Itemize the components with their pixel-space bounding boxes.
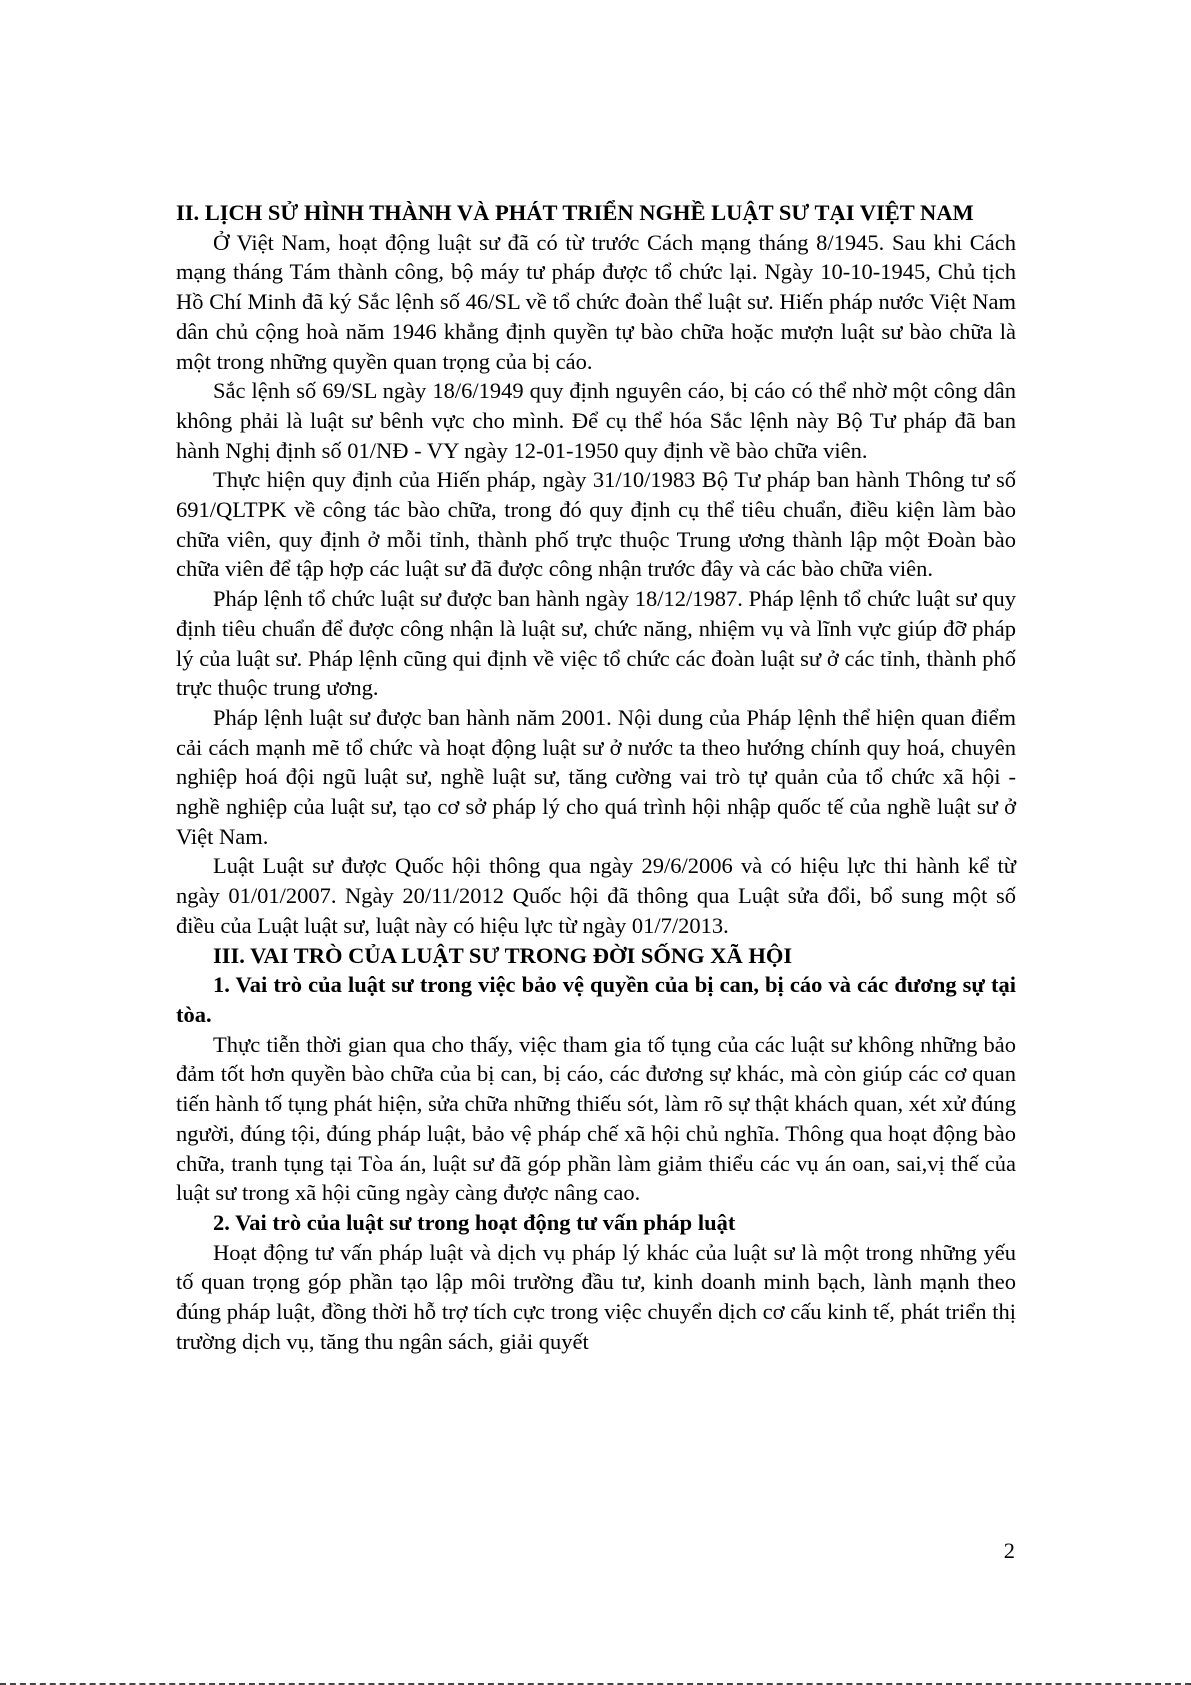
- section-2-paragraph-1: Ở Việt Nam, hoạt động luật sư đã có từ trước Cách mạng tháng 8/1945. Sau khi Cách mạng tháng Tám thành công, bộ máy tư pháp được tổ chức lại. Ngày 10-10-1945, Chủ tịch Hồ Chí Minh đã ký Sắc lệnh số 46/SL về tổ chức đoàn thể luật sư. Hiến pháp nước Việt Nam dân chủ cộng hoà năm 1946 khẳng định quyền tự bào chữa hoặc mượn luật sư bào chữa là một trong những quyền quan trọng của bị cáo.: [176, 229, 1016, 374]
- section-2-paragraph-3: Thực hiện quy định của Hiến pháp, ngày 31/10/1983 Bộ Tư pháp ban hành Thông tư số 691/QLTPK về công tác bào chữa, trong đó quy định cụ thể tiêu chuẩn, điều kiện làm bào chữa viên, quy định ở mỗi tỉnh, thành phố trực thuộc Trung ương thành lập một Đoàn bào chữa viên để tập hợp các luật sư đã được công nhận trước đây và các bào chữa viên.: [176, 467, 1016, 582]
- section-3-heading: III. VAI TRÒ CỦA LUẬT SƯ TRONG ĐỜI SỐNG XÃ HỘI: [213, 942, 793, 968]
- section-2-paragraph-6: Luật Luật sư được Quốc hội thông qua ngày 29/6/2006 và có hiệu lực thi hành kể từ ngày 01/01/2007. Ngày 20/11/2012 Quốc hội đã thông qua Luật sửa đổi, bổ sung một số điều của Luật luật sư, luật này có hiệu lực từ ngày 01/7/2013.: [176, 853, 1016, 938]
- section-3-1-heading: 1. Vai trò của luật sư trong việc bảo vệ quyền của bị can, bị cáo và các đương sự tại tòa.: [176, 972, 1016, 1027]
- page-number: 2: [1003, 1538, 1015, 1563]
- section-3-2-heading: 2. Vai trò của luật sư trong hoạt động tư vấn pháp luật: [213, 1209, 736, 1235]
- section-3-1-paragraph: Thực tiễn thời gian qua cho thấy, việc tham gia tố tụng của các luật sư không những bảo đảm tốt hơn quyền bào chữa của bị can, bị cáo, các đương sự khác, mà còn giúp các cơ quan tiến hành tố tụng phát hiện, sửa chữa những thiếu sót, làm rõ sự thật khách quan, xét xử đúng người, đúng tội, đúng pháp luật, bảo vệ pháp chế xã hội chủ nghĩa. Thông qua hoạt động bào chữa, tranh tụng tại Tòa án, luật sư đã góp phần làm giảm thiểu các vụ án oan, sai,vị thế của luật sư trong xã hội cũng ngày càng được nâng cao.: [176, 1031, 1016, 1206]
- document-body: [176, 198, 1016, 1356]
- section-2-paragraph-4: Pháp lệnh tổ chức luật sư được ban hành ngày 18/12/1987. Pháp lệnh tổ chức luật sư quy định tiêu chuẩn để được công nhận là luật sư, chức năng, nhiệm vụ và lĩnh vực giúp đỡ pháp lý của luật sư. Pháp lệnh cũng qui định về việc tổ chức các đoàn luật sư ở các tỉnh, thành phố trực thuộc trung ương.: [176, 586, 1016, 701]
- section-2-paragraph-5: Pháp lệnh luật sư được ban hành năm 2001. Nội dung của Pháp lệnh thể hiện quan điểm cải cách mạnh mẽ tổ chức và hoạt động luật sư ở nước ta theo hướng chính quy hoá, chuyên nghiệp hoá đội ngũ luật sư, nghề luật sư, tăng cường vai trò tự quản của tổ chức xã hội - nghề nghiệp của luật sư, tạo cơ sở pháp lý cho quá trình hội nhập quốc tế của nghề luật sư ở Việt Nam.: [176, 704, 1016, 849]
- section-2-heading: II. LỊCH SỬ HÌNH THÀNH VÀ PHÁT TRIỂN NGHỀ LUẬT SƯ TẠI VIỆT NAM: [176, 200, 974, 225]
- section-3-2-paragraph: Hoạt động tư vấn pháp luật và dịch vụ pháp lý khác của luật sư là một trong những yếu tố quan trọng góp phần tạo lập môi trường đầu tư, kinh doanh minh bạch, lành mạnh theo đúng pháp luật, đồng thời hỗ trợ tích cực trong việc chuyển dịch cơ cấu kinh tế, phát triển thị trường dịch vụ, tăng thu ngân sách, giải quyết: [176, 1239, 1016, 1354]
- section-2-paragraph-2: Sắc lệnh số 69/SL ngày 18/6/1949 quy định nguyên cáo, bị cáo có thể nhờ một công dân không phải là luật sư bênh vực cho mình. Để cụ thể hóa Sắc lệnh này Bộ Tư pháp đã ban hành Nghị định số 01/NĐ - VY ngày 12-01-1950 quy định về bào chữa viên.: [176, 378, 1016, 463]
